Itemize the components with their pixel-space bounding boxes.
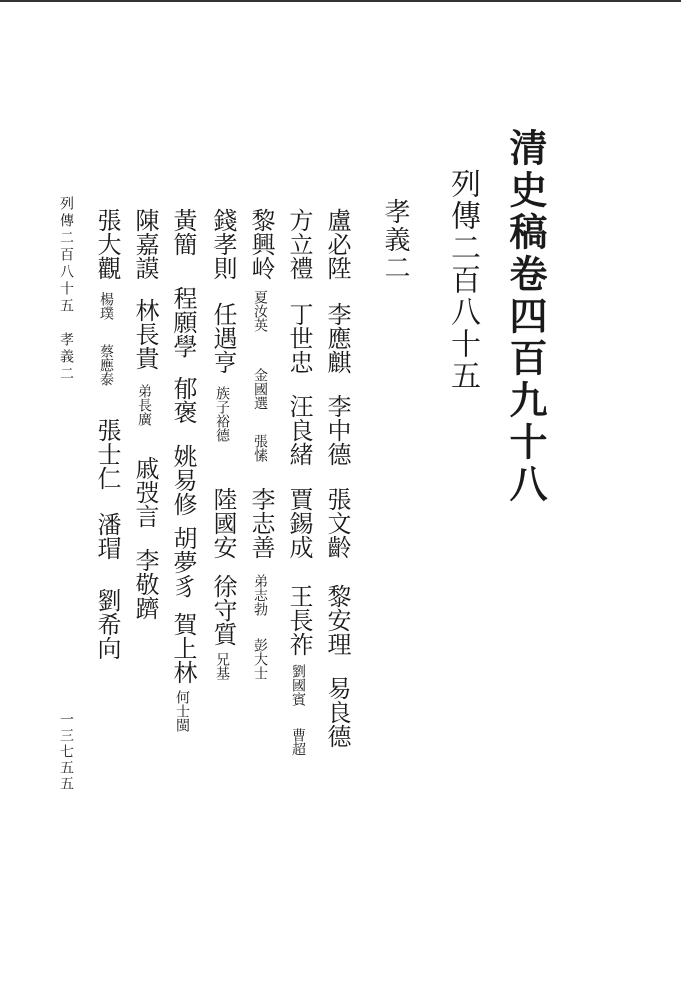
name-entry: 李應麒: [323, 302, 351, 374]
name-note: 曹超: [290, 728, 306, 756]
name-entry: 黎興岭: [247, 208, 275, 280]
name-note: 楊璞: [98, 292, 114, 320]
name-note: 劉國賓: [290, 664, 306, 706]
name-entry: 賈錫成: [285, 487, 313, 559]
name-entry: 陳嘉謨: [131, 208, 159, 280]
name-entry: 姚易修: [169, 444, 197, 516]
name-entry: 方立禮: [285, 208, 313, 280]
name-entry: 張士仁: [93, 418, 121, 490]
name-entry: 錢孝則: [209, 208, 237, 280]
name-entry: 李敬躋: [131, 548, 159, 620]
name-entry: 丁世忠: [285, 302, 313, 374]
name-entry: 任遇亨: [209, 302, 237, 374]
name-entry: 戚弢言: [131, 456, 159, 528]
name-entry: 黎安理: [323, 584, 351, 656]
name-entry: 程願學: [169, 286, 197, 358]
name-note: 族子裕德: [214, 386, 230, 442]
name-note: 夏汝英: [252, 290, 268, 332]
name-entry: 劉希向: [93, 588, 121, 660]
name-entry: 郁褒: [169, 376, 197, 424]
name-note: 兄基: [214, 652, 230, 680]
name-entry: 李志善: [247, 487, 275, 559]
name-note: 何士閩: [174, 690, 190, 732]
section-heading: 孝義二: [380, 198, 410, 282]
name-entry: 黃簡: [169, 208, 197, 256]
name-note: 弟長廣: [136, 384, 152, 426]
chapter-subtitle: 列傳二百八十五: [445, 168, 480, 392]
name-entry: 潘瑁: [93, 512, 121, 560]
volume-title: 清史稿卷四百九十八: [503, 128, 548, 506]
name-note: 張愫: [252, 434, 268, 462]
name-entry: 胡夢豸: [169, 526, 197, 598]
name-entry: 李中德: [323, 394, 351, 466]
name-entry: 盧必陞: [323, 208, 351, 280]
name-entry: 易良德: [323, 676, 351, 748]
page-top-edge: [0, 0, 681, 2]
name-note: 彭大士: [252, 638, 268, 680]
page-number: 一三七五五: [58, 712, 74, 792]
name-entry: 林長貴: [131, 298, 159, 370]
name-note: 蔡應泰: [98, 344, 114, 386]
name-note: 金國選: [252, 368, 268, 410]
name-entry: 賀上林: [169, 612, 197, 684]
name-entry: 陸國安: [209, 487, 237, 559]
name-entry: 徐守質: [209, 574, 237, 646]
name-entry: 王長祚: [285, 584, 313, 656]
margin-header: 列傳二百八十五 孝義二: [58, 196, 74, 383]
name-note: 弟志勃: [252, 574, 268, 616]
name-entry: 張文齡: [323, 487, 351, 559]
name-entry: 汪良緒: [285, 394, 313, 466]
name-entry: 張大觀: [93, 208, 121, 280]
